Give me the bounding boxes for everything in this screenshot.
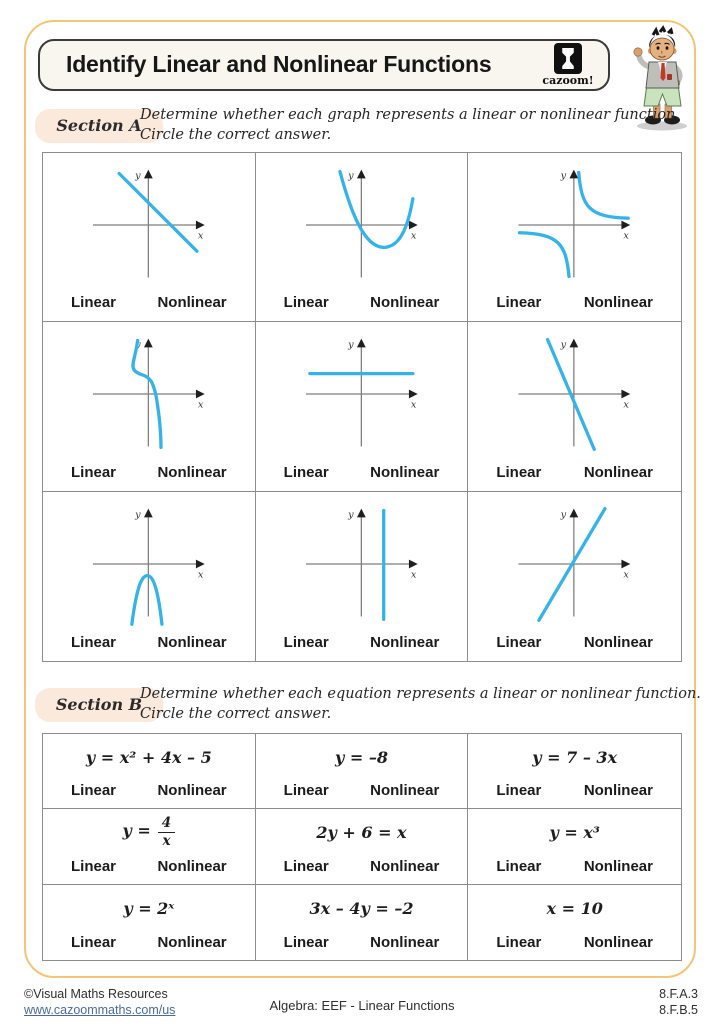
graph-cell-3 — [468, 153, 681, 322]
x-axis-label: x — [197, 230, 204, 242]
reciprocal-hyperbola-graph — [468, 157, 681, 293]
equation-cell-1 — [43, 734, 256, 809]
option-nonlinear[interactable]: Nonlinear — [157, 294, 227, 312]
graph-cell-2 — [256, 153, 469, 322]
standard-code-1: 8.F.A.3 — [659, 987, 698, 1001]
equation: y = x³ — [549, 823, 600, 843]
equation: 2y + 6 = x — [316, 823, 407, 843]
option-linear[interactable]: Linear — [283, 633, 329, 651]
y-axis-label: y — [135, 339, 141, 351]
x-axis-label: x — [410, 399, 417, 411]
y-axis-label: y — [135, 170, 141, 182]
equation: x = 10 — [546, 898, 603, 918]
decreasing-line-graph — [43, 157, 255, 293]
x-axis-label: x — [197, 399, 204, 411]
section-a-instruction-line2: Circle the correct answer. — [140, 126, 332, 143]
option-nonlinear[interactable]: Nonlinear — [157, 463, 227, 481]
y-axis-label: y — [560, 509, 567, 521]
section-a-badge: Section A — [35, 109, 163, 143]
section-a-instructions — [140, 106, 680, 145]
option-nonlinear[interactable]: Nonlinear — [370, 857, 440, 875]
website-link[interactable]: www.cazoommaths.com/us — [24, 1003, 176, 1017]
graph-cell-4 — [43, 322, 256, 491]
graph-cell-6 — [468, 322, 681, 491]
footer-standards — [659, 986, 698, 1018]
equation-cell-6 — [468, 809, 681, 884]
equation-cell-5 — [256, 809, 469, 884]
option-linear[interactable]: Linear — [283, 782, 329, 800]
option-linear[interactable]: Linear — [71, 294, 117, 312]
upward-parabola-graph — [256, 157, 468, 293]
option-nonlinear[interactable]: Nonlinear — [583, 934, 653, 951]
page-title: Identify Linear and Nonlinear Functions — [66, 51, 492, 77]
equation-prefix: y = — [122, 821, 151, 841]
option-linear[interactable]: Linear — [283, 294, 329, 312]
x-axis-label: x — [623, 569, 630, 581]
option-linear[interactable]: Linear — [71, 463, 117, 481]
equation: y = 7 – 3x — [532, 748, 618, 767]
equation-cell-8 — [256, 885, 469, 960]
option-nonlinear[interactable]: Nonlinear — [157, 633, 227, 651]
section-a-instruction-line1: Determine whether each graph represents a linear or nonlinear function. — [140, 107, 681, 123]
footer-topic: Algebra: EEF - Linear Functions — [269, 998, 455, 1013]
option-linear[interactable]: Linear — [71, 934, 117, 951]
vertical-line-graph — [256, 496, 468, 632]
graph-cell-5 — [256, 322, 469, 491]
option-nonlinear[interactable]: Nonlinear — [583, 633, 653, 651]
increasing-line-graph — [468, 496, 681, 632]
option-linear[interactable]: Linear — [496, 934, 542, 951]
title-box — [38, 39, 610, 91]
option-linear[interactable]: Linear — [496, 782, 542, 800]
equation-cell-9 — [468, 885, 681, 960]
x-axis-label: x — [410, 230, 417, 242]
option-linear[interactable]: Linear — [283, 934, 329, 951]
equation: y = 2ˣ — [123, 898, 175, 918]
graph-cell-7 — [43, 492, 256, 661]
graph-cell-8 — [256, 492, 469, 661]
graph-answer-grid — [42, 152, 682, 662]
steep-decreasing-line-graph — [468, 326, 681, 462]
section-b-instruction-line1: Determine whether each equation represents a linear or nonlinear function. — [140, 686, 701, 702]
y-axis-label: y — [560, 339, 567, 351]
option-nonlinear[interactable]: Nonlinear — [157, 934, 227, 951]
option-nonlinear[interactable]: Nonlinear — [370, 782, 440, 800]
option-linear[interactable]: Linear — [283, 857, 329, 875]
equation-cell-2 — [256, 734, 469, 809]
option-nonlinear[interactable]: Nonlinear — [583, 782, 653, 800]
option-nonlinear[interactable]: Nonlinear — [583, 294, 653, 312]
fraction-numerator: 4 — [158, 816, 175, 832]
graph-cell-1 — [43, 153, 256, 322]
horizontal-line-graph — [256, 326, 468, 462]
option-nonlinear[interactable]: Nonlinear — [583, 463, 653, 481]
option-linear[interactable]: Linear — [496, 857, 542, 875]
x-axis-label: x — [410, 569, 417, 581]
y-axis-label: y — [135, 509, 141, 521]
option-nonlinear[interactable]: Nonlinear — [370, 463, 440, 481]
option-linear[interactable]: Linear — [71, 782, 117, 800]
equation: y = x² + 4x – 5 — [85, 748, 212, 767]
downward-parabola-graph — [43, 496, 255, 632]
y-axis-label: y — [560, 170, 567, 182]
section-b-badge: Section B — [35, 688, 163, 722]
y-axis-label: y — [347, 170, 354, 182]
option-linear[interactable]: Linear — [496, 463, 542, 481]
x-axis-label: x — [623, 399, 630, 411]
fraction-denominator: x — [162, 832, 171, 849]
option-nonlinear[interactable]: Nonlinear — [370, 294, 440, 312]
equation: y = –8 — [335, 748, 388, 767]
negative-cubic-graph — [43, 326, 255, 462]
option-linear[interactable]: Linear — [71, 633, 117, 651]
equation — [43, 816, 255, 847]
section-b-instructions — [140, 685, 701, 724]
equation-cell-4 — [43, 809, 256, 884]
x-axis-label: x — [197, 569, 204, 581]
option-linear[interactable]: Linear — [496, 294, 542, 312]
option-nonlinear[interactable]: Nonlinear — [370, 633, 440, 651]
y-axis-label: y — [347, 509, 354, 521]
standard-code-2: 8.F.B.5 — [659, 1003, 698, 1017]
fraction — [158, 816, 175, 847]
option-linear[interactable]: Linear — [496, 633, 542, 651]
copyright-text: ©Visual Maths Resources — [24, 987, 168, 1001]
option-linear[interactable]: Linear — [283, 463, 329, 481]
glass-icon — [554, 43, 582, 74]
option-nonlinear[interactable]: Nonlinear — [583, 857, 653, 875]
equation-cell-3 — [468, 734, 681, 809]
equation-cell-7 — [43, 885, 256, 960]
section-b-instruction-line2: Circle the correct answer. — [140, 705, 332, 722]
option-linear[interactable]: Linear — [71, 857, 117, 875]
equation: 3x – 4y = –2 — [309, 898, 414, 918]
equation-answer-grid — [42, 733, 682, 961]
option-nonlinear[interactable]: Nonlinear — [157, 782, 227, 800]
option-nonlinear[interactable]: Nonlinear — [157, 857, 227, 875]
graph-cell-9 — [468, 492, 681, 661]
option-nonlinear[interactable]: Nonlinear — [370, 934, 440, 951]
y-axis-label: y — [347, 339, 354, 351]
logo-brand-text: cazoom! — [542, 74, 594, 87]
x-axis-label: x — [623, 230, 630, 242]
cazoom-logo — [540, 43, 596, 87]
